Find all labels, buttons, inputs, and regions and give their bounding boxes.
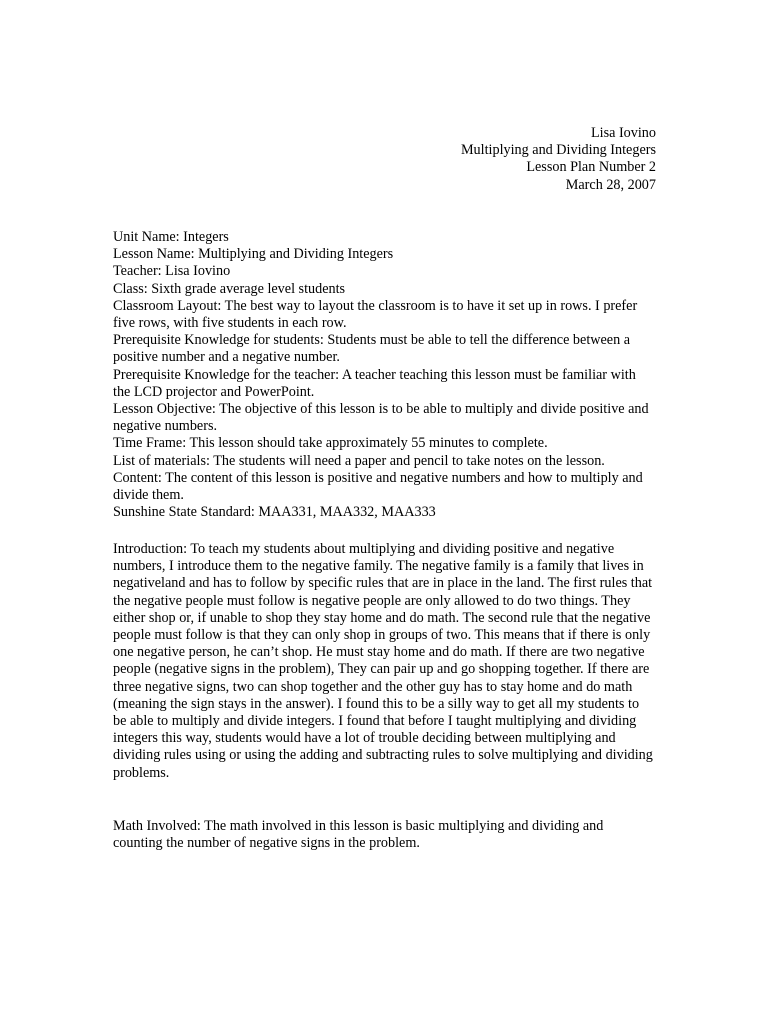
unit-name: Unit Name: Integers	[113, 229, 229, 245]
lesson-details	[113, 229, 653, 521]
class: Class: Sixth grade average level students	[113, 280, 346, 297]
document-title: Multiplying and Dividing Integers	[460, 142, 656, 159]
lesson-plan-number: Lesson Plan Number 2	[526, 159, 656, 176]
teacher: Teacher: Lisa Iovino	[113, 263, 231, 280]
content: Content: The content of this lesson is positive and negative numbers and how to multiply and divide them.	[113, 469, 643, 504]
time-frame: Time Frame: This lesson should take approximately 55 minutes to complete.	[113, 435, 548, 452]
prerequisite-students: Prerequisite Knowledge for students: Students must be able to tell the difference between a positive number and a negative number.	[113, 332, 631, 366]
document-date: March 28, 2007	[565, 176, 656, 193]
list-of-materials: List of materials: The students will need a paper and pencil to take notes on the lesson.	[113, 452, 605, 469]
lesson-name: Lesson Name: Multiplying and Dividing Integers	[113, 246, 394, 263]
lesson-objective: Lesson Objective: The objective of this lesson is to be able to multiply and divide positive and negative numbers.	[113, 401, 649, 435]
author-name: Lisa Iovino	[590, 125, 656, 141]
math-involved-section	[113, 818, 653, 852]
introduction-section	[113, 541, 653, 782]
math-involved-paragraph: Math Involved: The math involved in this lesson is basic multiplying and dividing and counting the number of negative signs in the problem.	[113, 818, 604, 852]
sunshine-state-standard: Sunshine State Standard: MAA331, MAA332, MAA333	[113, 504, 436, 521]
classroom-layout: Classroom Layout: The best way to layout the classroom is to have it set up in rows. I prefer five rows, with five students in each row.	[113, 297, 638, 332]
prerequisite-teacher: Prerequisite Knowledge for the teacher: A teacher teaching this lesson must be familiar with the LCD projector and PowerPoint.	[113, 366, 636, 400]
introduction-paragraph: Introduction: To teach my students about multiplying and dividing positive and negative numbers, I introduce them to the negative family. The negative family is a family that lives in negativeland and has to follow by specific rules that are in place in the land. The first rules that the negative people must follow is negative people are only allowed to do two things. They either shop or, if unable to shop they stay home and do math. The second rule that the negative people must follow is that they can only shop in groups of two. This means that if there is only one negative person, he can’t shop. He must stay home and do math. If there are two negative people (negative signs in the problem), They can pair up and go shopping together. If there are three negative signs, two can shop together and the other guy has to stay home and do math (meaning the sign stays in the answer). I found this to be a silly way to get all my students to be able to multiply and divide integers. I found that before I taught multiplying and dividing integers this way, students would have a lot of trouble deciding between multiplying and dividing rules using or using the adding and subtracting rules to solve multiplying and dividing problems.	[113, 541, 653, 781]
document-header	[461, 125, 656, 194]
